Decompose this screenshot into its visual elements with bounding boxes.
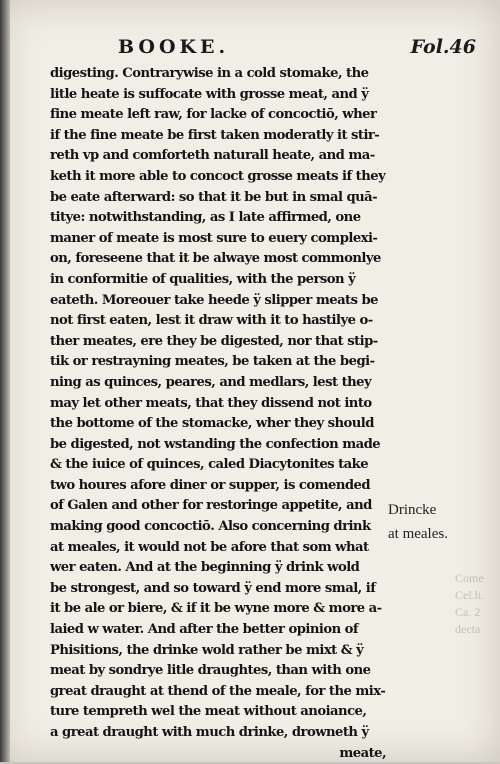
text-line: laied w water. And after the better opinion of bbox=[50, 622, 359, 638]
text-line: maner of meate is most sure to euery complexi- bbox=[50, 230, 378, 246]
bleed-line: Cel.li. bbox=[455, 588, 485, 602]
text-line: great draught at thend of the meale, for the mix- bbox=[50, 683, 386, 699]
text-line: of Galen and other for restoringe appetite, and bbox=[50, 498, 372, 514]
text-line: not first eaten, lest it draw with it to hastilye o- bbox=[50, 313, 373, 329]
bleed-line: Ca. 2 bbox=[455, 605, 481, 619]
text-line: making good concoctiō. Also concerning drink bbox=[50, 519, 371, 535]
text-line: if the fine meate be first taken moderatly it stir- bbox=[50, 127, 380, 143]
text-line: the bottome of the stomacke, wher they should bbox=[50, 416, 374, 432]
text-line: keth it more able to concoct grosse meats if they bbox=[50, 168, 386, 184]
text-line: ther meates, ere they be digested, nor that stip- bbox=[50, 333, 378, 349]
text-line: titye: notwithstanding, as I late affirmed, one bbox=[50, 210, 361, 226]
text-line: & the iuice of quinces, caled Diacytonites take bbox=[50, 457, 369, 473]
bleed-line: Come bbox=[455, 571, 484, 585]
margin-note bbox=[388, 498, 448, 546]
running-head: BOOKE. bbox=[118, 36, 230, 58]
text-line: two houres afore diner or supper, is comended bbox=[50, 477, 371, 493]
text-line: litle heate is suffocate with grosse meat, and ÿ bbox=[50, 86, 369, 102]
folio-number: Fol.46 bbox=[410, 36, 476, 58]
text-line: tik or restrayning meates, be taken at the begi- bbox=[50, 354, 375, 370]
text-line: Phisitions, the drinke wold rather be mixt & ÿ bbox=[50, 642, 364, 658]
text-line: eateth. Moreouer take heede ÿ slipper meats be bbox=[50, 292, 379, 308]
text-line: a great draught with much drinke, drowneth ÿ bbox=[50, 725, 369, 740]
text-line: ture tempreth wel the meat without anoiance, bbox=[50, 704, 367, 720]
text-line: wer eaten. And at the beginning ÿ drink wold bbox=[50, 560, 360, 576]
catchword: meate, bbox=[339, 745, 386, 761]
text-line: in conformitie of qualities, with the person ÿ bbox=[50, 271, 356, 287]
text-line: be strongest, and so toward ÿ end more smal, if bbox=[50, 580, 376, 596]
bleed-through-text bbox=[455, 570, 500, 638]
page-gutter bbox=[0, 0, 10, 762]
margin-note-line: at meales. bbox=[388, 526, 448, 542]
page-header bbox=[100, 36, 476, 62]
bleed-line: decta bbox=[455, 622, 481, 636]
text-line: fine meate left raw, for lacke of concoctiō, wher bbox=[50, 107, 377, 123]
margin-note-line: Drincke bbox=[388, 502, 437, 518]
text-line: be eate afterward: so that it be but in smal quā- bbox=[50, 189, 378, 205]
text-line: on, foreseene that it be alwaye most commonlye bbox=[50, 251, 381, 267]
text-line: at meales, it would not be afore that som what bbox=[50, 539, 369, 555]
text-line: be digested, not wstanding the confection made bbox=[50, 436, 381, 452]
body-text bbox=[50, 64, 386, 764]
text-line: ning as quinces, peares, and medlars, lest they bbox=[50, 374, 372, 390]
text-line: may let other meats, that they dissend not into bbox=[50, 395, 372, 411]
text-line: reth vp and comforteth naturall heate, and ma- bbox=[50, 148, 375, 164]
text-line: it be ale or biere, & if it be wyne more & more a- bbox=[50, 601, 382, 617]
text-line: digesting. Contrarywise in a cold stomake, the bbox=[50, 66, 369, 81]
text-line: meat by sondrye litle draughtes, than with one bbox=[50, 663, 371, 679]
